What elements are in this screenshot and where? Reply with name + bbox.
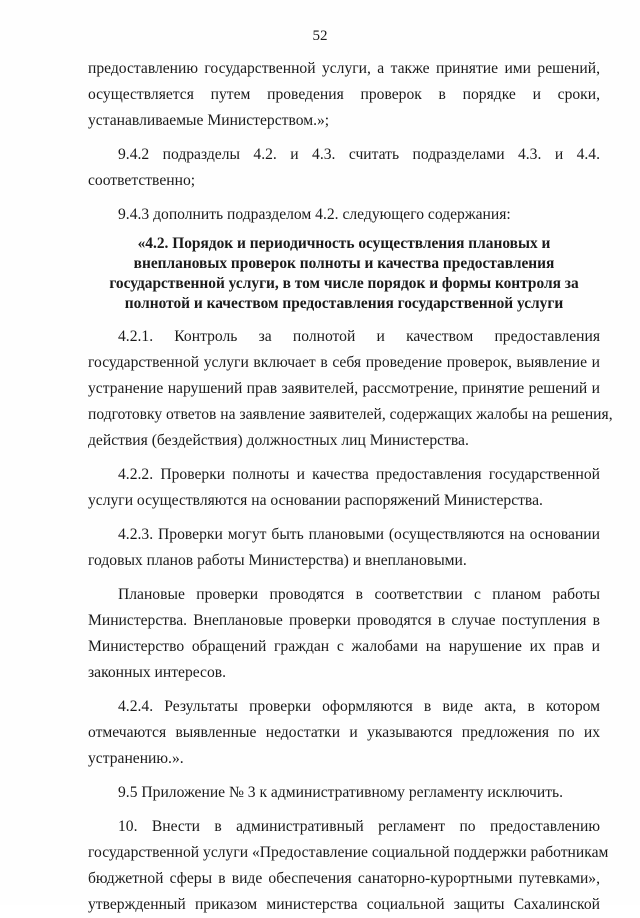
text-line: устранению.».	[88, 750, 184, 767]
text-line: государственной услуги включает в себя проведение проверок, выявление и	[88, 354, 600, 371]
text-line: Плановые проверки проводятся в соответствии с планом работы	[118, 586, 600, 603]
text-line: осуществляется путем проведения проверок в порядке и сроки,	[88, 86, 600, 103]
heading-line: государственной услуги, в том числе порядок и формы контроля за	[109, 275, 579, 292]
text-line: услуги осуществляются на основании распоряжений Министерства.	[88, 492, 543, 509]
text-line: Министерства. Внеплановые проверки проводятся в случае поступления в	[88, 612, 600, 629]
text-line: соответственно;	[88, 172, 196, 189]
page-number: 52	[312, 28, 328, 44]
text-line: устанавливаемые Министерством.»;	[88, 112, 330, 129]
text-line: 9.4.3 дополнить подразделом 4.2. следующего содержания:	[118, 206, 511, 223]
text-line: устранение нарушений прав заявителей, рассмотрение, принятие решений и	[88, 380, 600, 397]
text-line: государственной услуги «Предоставление социальной поддержки работникам	[88, 844, 609, 861]
text-line: 4.2.3. Проверки могут быть плановыми (осуществляются на основании	[118, 526, 600, 543]
text-line: действия (бездействия) должностных лиц Министерства.	[88, 432, 469, 449]
document-body	[88, 56, 613, 918]
text-line: 9.4.2 подразделы 4.2. и 4.3. считать подразделами 4.3. и 4.4.	[118, 146, 600, 163]
text-line: 4.2.1. Контроль за полнотой и качеством предоставления	[118, 328, 600, 345]
text-line: отмечаются выявленные недостатки и указываются предложения по их	[88, 724, 600, 741]
text-line: предоставлению государственной услуги, а также принятие ими решений,	[88, 60, 600, 77]
text-line: утвержденный приказом министерства социальной защиты Сахалинской	[88, 896, 600, 913]
heading-line: «4.2. Порядок и периодичность осуществления плановых и	[137, 235, 551, 252]
heading-line: внеплановых проверок полноты и качества предоставления	[133, 255, 555, 272]
text-line: подготовку ответов на заявление заявителей, содержащих жалобы на решения,	[88, 406, 613, 423]
text-line: 10. Внести в административный регламент по предоставлению	[118, 818, 600, 835]
text-line: Министерство обращений граждан с жалобами на нарушение их прав и	[88, 638, 600, 655]
text-line: 9.5 Приложение № 3 к административному регламенту исключить.	[118, 784, 564, 801]
text-line: 4.2.4. Результаты проверки оформляются в виде акта, в котором	[118, 698, 600, 715]
text-line: законных интересов.	[88, 664, 227, 681]
heading-line: полнотой и качеством предоставления государственной услуги	[124, 295, 564, 312]
section-heading	[88, 228, 600, 324]
text-line: бюджетной сферы в виде обеспечения санаторно-курортными путевками»,	[88, 870, 600, 887]
text-line: годовых планов работы Министерства) и внеплановыми.	[88, 552, 467, 569]
text-line: 4.2.2. Проверки полноты и качества предоставления государственной	[118, 466, 600, 483]
